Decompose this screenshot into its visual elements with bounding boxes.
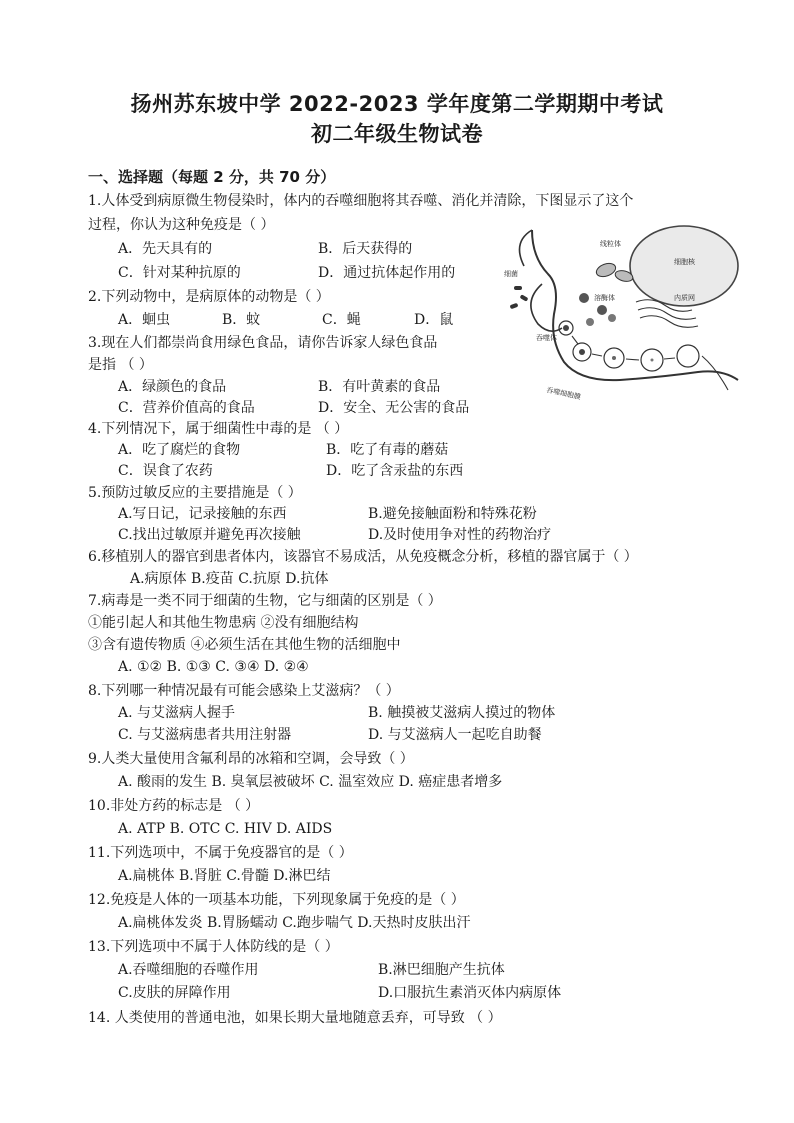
q5-stem: 5.预防过敏反应的主要措施是（ ） xyxy=(88,485,302,501)
q3-stem-line1: 3.现在人们都崇尚食用绿色食品，请你告诉家人绿色食品 xyxy=(88,335,438,351)
q9-options: A. 酸雨的发生 B. 臭氧层被破坏 C. 温室效应 D. 癌症患者增多 xyxy=(118,774,503,790)
q1-stem-line1: 1.人体受到病原微生物侵染时，体内的吞噬细胞将其吞噬、消化并清除，下图显示了这个 xyxy=(88,193,634,209)
q4-option-c: C．误食了农药 xyxy=(118,463,213,479)
q4-option-a: A．吃了腐烂的食物 xyxy=(118,442,241,458)
q11-stem: 11.下列选项中，不属于免疫器官的是（ ） xyxy=(88,845,353,861)
q10-stem: 10.非处方药的标志是 （ ） xyxy=(88,798,260,814)
exam-title: 扬州苏东坡中学 2022-2023 学年度第二学期期中考试 xyxy=(130,92,664,116)
exam-subtitle: 初二年级生物试卷 xyxy=(311,122,483,146)
q3-option-d: D．安全、无公害的食品 xyxy=(318,400,470,416)
q7-options: A. ①② B. ①③ C. ③④ D. ②④ xyxy=(118,659,309,675)
q1-option-a: A．先天具有的 xyxy=(118,241,213,257)
q12-stem: 12.免疫是人体的一项基本功能，下列现象属于免疫的是（ ） xyxy=(88,892,465,908)
q8-option-b: B. 触摸被艾滋病人摸过的物体 xyxy=(368,705,556,721)
q1-option-d: D．通过抗体起作用的 xyxy=(318,265,456,281)
q14-stem: 14. 人类使用的普通电池，如果长期大量地随意丢弃，可导致 （ ） xyxy=(88,1010,502,1026)
label-nucleus: 细胞核 xyxy=(674,258,695,266)
q7-statement-line1: ①能引起人和其他生物患病 ②没有细胞结构 xyxy=(88,615,359,631)
q3-stem-line2: 是指 （ ） xyxy=(88,357,153,373)
q13-option-a: A.吞噬细胞的吞噬作用 xyxy=(118,962,259,978)
q10-options: A. ATP B. OTC C. HIV D. AIDS xyxy=(118,821,333,837)
q7-statement-line2: ③含有遗传物质 ④必须生活在其他生物的活细胞中 xyxy=(88,637,401,653)
q8-option-d: D. 与艾滋病人一起吃自助餐 xyxy=(368,727,542,743)
label-phagosome: 吞噬体 xyxy=(536,334,557,342)
label-mitochondria: 线粒体 xyxy=(600,240,621,248)
q13-option-b: B.淋巴细胞产生抗体 xyxy=(378,962,505,978)
process-arrows xyxy=(572,336,728,390)
q2-option-d: D．鼠 xyxy=(414,312,454,328)
q2-stem: 2.下列动物中，是病原体的动物是（ ） xyxy=(88,289,330,305)
q3-option-a: A．绿颜色的食品 xyxy=(118,379,227,395)
label-bacteria: 细菌 xyxy=(504,270,518,278)
q9-stem: 9.人类大量使用含氟利昂的冰箱和空调，会导致（ ） xyxy=(88,751,414,767)
q5-option-b: B.避免接触面粉和特殊花粉 xyxy=(368,506,537,522)
q12-options: A.扁桃体发炎 B.胃肠蠕动 C.跑步喘气 D.天热时皮肤出汗 xyxy=(118,915,471,931)
section-heading: 一、选择题（每题 2 分，共 70 分） xyxy=(88,168,336,186)
q1-option-c: C．针对某种抗原的 xyxy=(118,265,241,281)
label-er: 内质网 xyxy=(674,294,695,302)
q5-option-a: A.写日记，记录接触的东西 xyxy=(118,506,287,522)
q8-stem: 8.下列哪一种情况最有可能会感染上艾滋病？（ ） xyxy=(88,683,400,699)
q4-stem: 4.下列情况下，属于细菌性中毒的是 （ ） xyxy=(88,421,349,437)
q1-stem-line2: 过程，你认为这种免疫是（ ） xyxy=(88,217,275,233)
q13-stem: 13.下列选项中不属于人体防线的是（ ） xyxy=(88,939,339,955)
q1-option-b: B．后天获得的 xyxy=(318,241,413,257)
pseudopod xyxy=(531,284,562,331)
q3-option-c: C．营养价值高的食品 xyxy=(118,400,255,416)
q2-option-c: C．蝇 xyxy=(322,312,361,328)
q5-option-d: D.及时使用争对性的药物治疗 xyxy=(368,527,552,543)
q8-option-a: A. 与艾滋病人握手 xyxy=(118,705,236,721)
q4-option-b: B．吃了有毒的蘑菇 xyxy=(326,442,449,458)
q11-options: A.扁桃体 B.肾脏 C.骨髓 D.淋巴结 xyxy=(118,868,331,884)
label-membrane: 吞噬细胞膜 xyxy=(545,386,582,402)
q7-stem: 7.病毒是一类不同于细菌的生物，它与细菌的区别是（ ） xyxy=(88,593,442,609)
mitochondria xyxy=(595,261,634,283)
q4-option-d: D．吃了含汞盐的东西 xyxy=(326,463,464,479)
q13-option-c: C.皮肤的屏障作用 xyxy=(118,985,231,1001)
q6-stem: 6.移植别人的器官到患者体内，该器官不易成活，从免疫概念分析，移植的器官属于（ ） xyxy=(88,549,638,565)
bacteria-group xyxy=(510,286,529,309)
q5-option-c: C.找出过敏原并避免再次接触 xyxy=(118,527,301,543)
phagocytosis-diagram xyxy=(502,222,742,410)
q2-option-b: B．蚊 xyxy=(222,312,261,328)
phagosome-sequence xyxy=(559,321,699,371)
q8-option-c: C. 与艾滋病患者共用注射器 xyxy=(118,727,292,743)
label-lysosome: 溶酶体 xyxy=(594,294,615,302)
q13-option-d: D.口服抗生素消灭体内病原体 xyxy=(378,985,562,1001)
q2-option-a: A．蛔虫 xyxy=(118,312,171,328)
q3-option-b: B．有叶黄素的食品 xyxy=(318,379,441,395)
q6-options: A.病原体 B.疫苗 C.抗原 D.抗体 xyxy=(130,571,329,587)
